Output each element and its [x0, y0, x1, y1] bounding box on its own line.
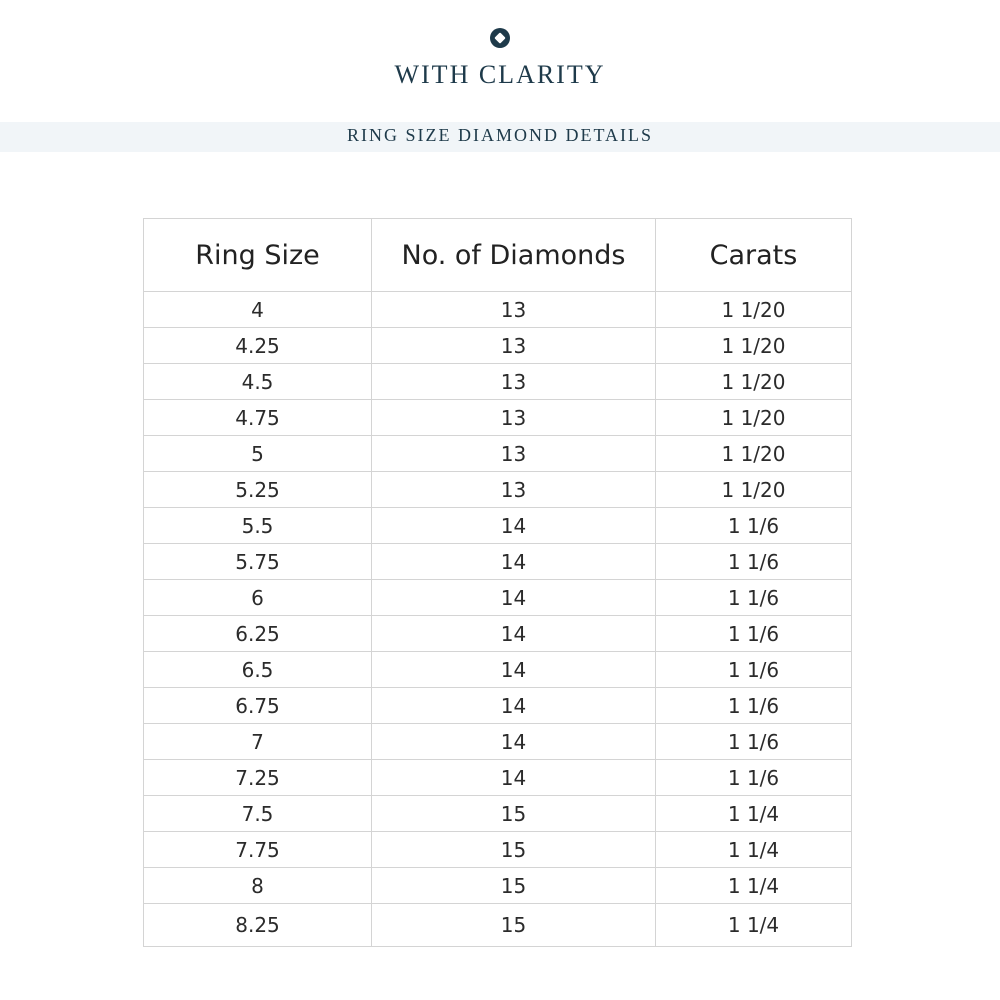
- cell-diamond-count: 14: [372, 760, 656, 796]
- cell-carats: 1 1/6: [656, 652, 852, 688]
- table-row: [144, 400, 852, 436]
- cell-diamond-count: 13: [372, 472, 656, 508]
- table-row: [144, 904, 852, 947]
- cell-diamond-count: 13: [372, 400, 656, 436]
- cell-ring-size: 8.25: [144, 904, 372, 947]
- table-row: [144, 292, 852, 328]
- cell-ring-size: 7.75: [144, 832, 372, 868]
- table-row: [144, 436, 852, 472]
- cell-diamond-count: 15: [372, 904, 656, 947]
- table-row: [144, 328, 852, 364]
- cell-diamond-count: 15: [372, 796, 656, 832]
- cell-diamond-count: 14: [372, 724, 656, 760]
- cell-ring-size: 5.25: [144, 472, 372, 508]
- cell-ring-size: 5.5: [144, 508, 372, 544]
- page-title: RING SIZE DIAMOND DETAILS: [346, 125, 654, 145]
- cell-ring-size: 5: [144, 436, 372, 472]
- cell-ring-size: 7: [144, 724, 372, 760]
- table-row: [144, 508, 852, 544]
- cell-diamond-count: 13: [372, 436, 656, 472]
- table-row: [144, 724, 852, 760]
- cell-diamond-count: 13: [372, 328, 656, 364]
- cell-ring-size: 6: [144, 580, 372, 616]
- cell-diamond-count: 14: [372, 652, 656, 688]
- cell-ring-size: 4: [144, 292, 372, 328]
- cell-carats: 1 1/6: [656, 508, 852, 544]
- cell-diamond-count: 14: [372, 544, 656, 580]
- ring-size-table: [143, 218, 852, 947]
- cell-ring-size: 6.5: [144, 652, 372, 688]
- cell-diamond-count: 13: [372, 364, 656, 400]
- cell-ring-size: 5.75: [144, 544, 372, 580]
- header-ring-size: Ring Size: [144, 219, 372, 292]
- table-row: [144, 544, 852, 580]
- table-row: [144, 652, 852, 688]
- header-no-of-diamonds: No. of Diamonds: [372, 219, 656, 292]
- cell-ring-size: 8: [144, 868, 372, 904]
- cell-ring-size: 7.5: [144, 796, 372, 832]
- cell-ring-size: 4.25: [144, 328, 372, 364]
- table-body: [144, 292, 852, 947]
- table-row: [144, 472, 852, 508]
- cell-carats: 1 1/4: [656, 832, 852, 868]
- cell-carats: 1 1/6: [656, 616, 852, 652]
- cell-carats: 1 1/6: [656, 724, 852, 760]
- cell-ring-size: 4.75: [144, 400, 372, 436]
- table-row: [144, 760, 852, 796]
- cell-ring-size: 6.75: [144, 688, 372, 724]
- cell-diamond-count: 14: [372, 580, 656, 616]
- cell-carats: 1 1/20: [656, 436, 852, 472]
- cell-carats: 1 1/20: [656, 364, 852, 400]
- cell-diamond-count: 15: [372, 832, 656, 868]
- table-row: [144, 832, 852, 868]
- table-row: [144, 364, 852, 400]
- cell-carats: 1 1/20: [656, 472, 852, 508]
- header-carats: Carats: [656, 219, 852, 292]
- table-row: [144, 868, 852, 904]
- header-row: [144, 219, 852, 292]
- table-header: [144, 219, 852, 292]
- cell-carats: 1 1/6: [656, 544, 852, 580]
- cell-carats: 1 1/20: [656, 400, 852, 436]
- diamond-circle-icon: [490, 28, 510, 48]
- cell-ring-size: 4.5: [144, 364, 372, 400]
- cell-ring-size: 7.25: [144, 760, 372, 796]
- cell-carats: 1 1/4: [656, 904, 852, 947]
- cell-diamond-count: 14: [372, 616, 656, 652]
- cell-carats: 1 1/4: [656, 868, 852, 904]
- table-row: [144, 688, 852, 724]
- table-row: [144, 616, 852, 652]
- cell-carats: 1 1/4: [656, 796, 852, 832]
- cell-carats: 1 1/6: [656, 760, 852, 796]
- cell-diamond-count: 14: [372, 508, 656, 544]
- cell-diamond-count: 14: [372, 688, 656, 724]
- cell-diamond-count: 15: [372, 868, 656, 904]
- cell-carats: 1 1/20: [656, 292, 852, 328]
- brand-name: WITH CLARITY: [394, 60, 606, 89]
- table-row: [144, 580, 852, 616]
- cell-ring-size: 6.25: [144, 616, 372, 652]
- cell-carats: 1 1/6: [656, 688, 852, 724]
- cell-carats: 1 1/20: [656, 328, 852, 364]
- cell-diamond-count: 13: [372, 292, 656, 328]
- cell-carats: 1 1/6: [656, 580, 852, 616]
- table-row: [144, 796, 852, 832]
